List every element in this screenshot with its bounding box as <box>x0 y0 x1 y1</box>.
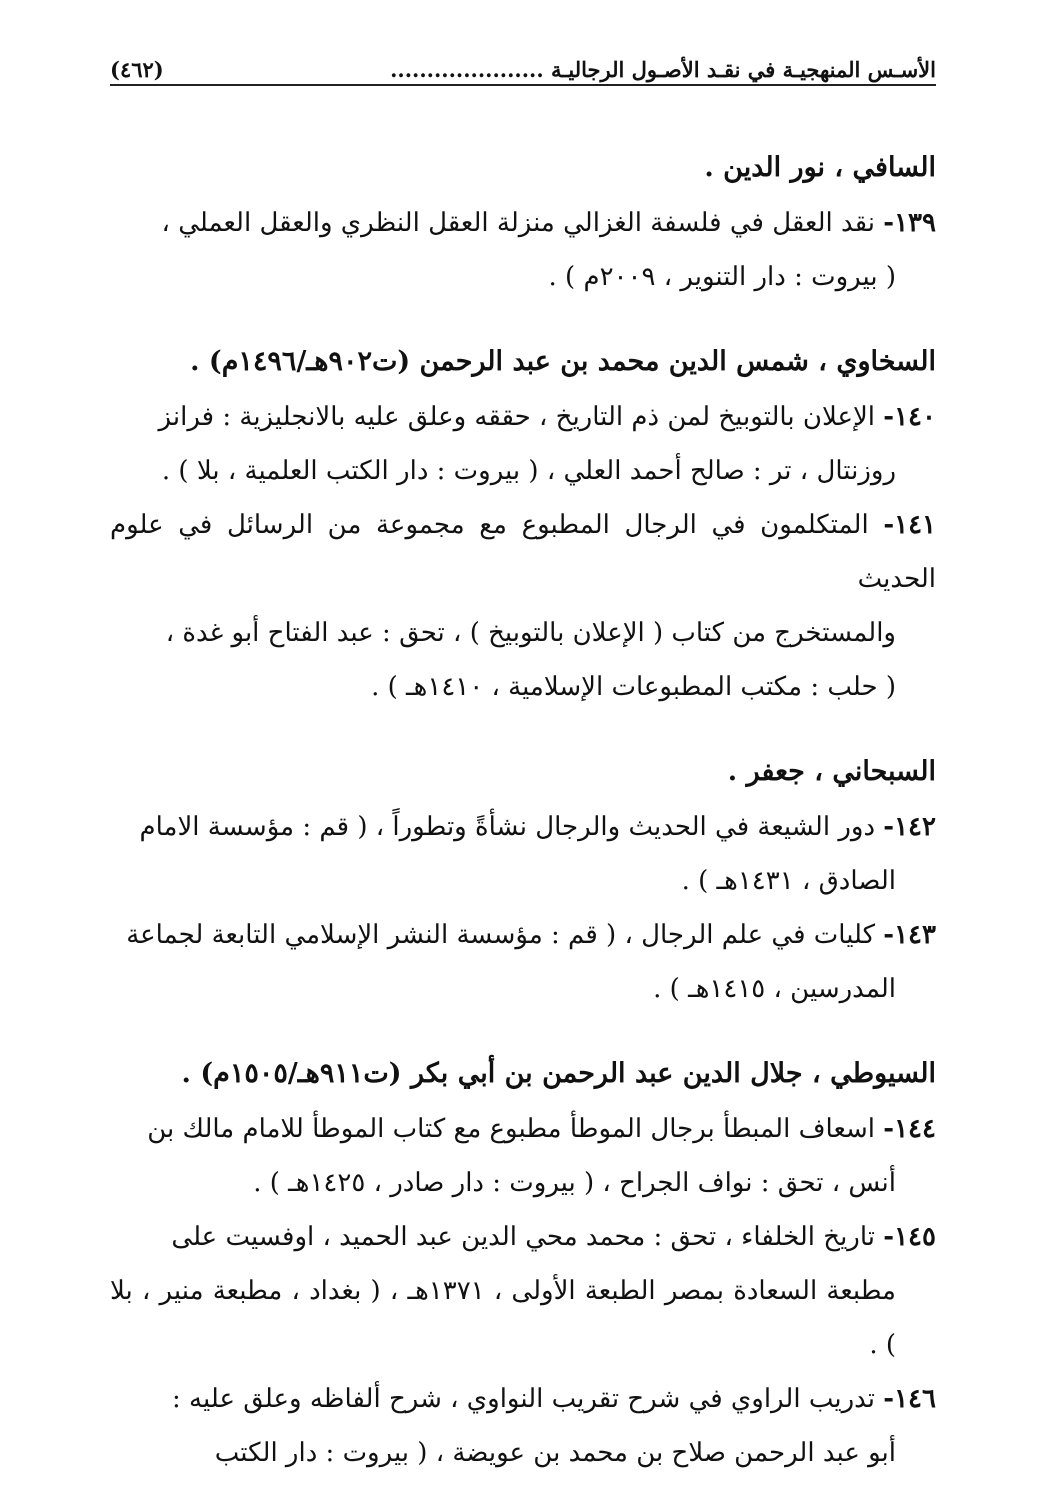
author-group <box>110 1046 936 1480</box>
bibliography-entry <box>110 1210 936 1372</box>
entry-continuation: والمستخرج من كتاب ( الإعلان بالتوبيخ ) ، تحق : عبد الفتاح أبو غدة ، <box>165 618 896 648</box>
header-title <box>390 57 936 82</box>
entry-text: تدريب الراوي في شرح تقريب النواوي ، شرح ألفاظه وعلق عليه : <box>172 1384 876 1414</box>
page-number: (٤٦٢) <box>110 57 164 82</box>
entry-text: نقد العقل في فلسفة الغزالي منزلة العقل النظري والعقل العملي ، <box>161 208 876 238</box>
author-name: السخاوي ، شمس الدين محمد بن عبد الرحمن (ت٩٠٢هـ/١٤٩٦م) . <box>190 346 936 377</box>
entry-number: ١٤٤- <box>883 1114 936 1144</box>
author-group <box>110 744 936 1016</box>
bibliography-entry <box>110 390 936 498</box>
entry-continuation: الصادق ، ١٤٣١هـ ) . <box>681 866 896 896</box>
entry-number: ١٤٠- <box>883 402 936 432</box>
entry-text: الإعلان بالتوبيخ لمن ذم التاريخ ، حققه وعلق عليه بالانجليزية : فرانز <box>158 402 876 432</box>
author-name: السيوطي ، جلال الدين عبد الرحمن بن أبي بكر (ت٩١١هـ/١٥٠٥م) . <box>181 1058 936 1089</box>
entry-continuation: ( بيروت : دار التنوير ، ٢٠٠٩م ) . <box>548 262 896 292</box>
entry-text: كليات في علم الرجال ، ( قم : مؤسسة النشر الإسلامي التابعة لجماعة <box>126 920 876 950</box>
entry-number: ١٤١- <box>883 510 937 540</box>
author-group <box>110 334 936 714</box>
entry-continuation: روزنتال ، تر : صالح أحمد العلي ، ( بيروت : دار الكتب العلمية ، بلا ) . <box>161 456 896 486</box>
bibliography-entry <box>110 498 936 714</box>
bibliography-entry <box>110 908 936 1016</box>
bibliography-entry <box>110 1102 936 1210</box>
entry-text: دور الشيعة في الحديث والرجال نشأةً وتطوراً ، ( قم : مؤسسة الامام <box>139 812 876 842</box>
entry-text: المتكلمون في الرجال المطبوع مع مجموعة من الرسائل في علوم الحديث <box>110 510 936 594</box>
entry-continuation: أبو عبد الرحمن صلاح بن محمد بن عويضة ، ( بيروت : دار الكتب <box>214 1438 896 1468</box>
bibliography-entry <box>110 800 936 908</box>
header-title-text: الأسـس المنهجيـة في نقـد الأصـول الرجاليـة <box>550 57 936 82</box>
entry-text: تاريخ الخلفاء ، تحق : محمد محي الدين عبد الحميد ، اوفسيت على <box>171 1222 876 1252</box>
bibliography <box>110 140 936 1510</box>
entry-number: ١٤٢- <box>883 812 936 842</box>
author-name: السبحاني ، جعفر . <box>727 756 936 787</box>
bibliography-entry <box>110 196 936 304</box>
author-group <box>110 140 936 304</box>
running-header <box>110 42 936 82</box>
author-name: السافي ، نور الدين . <box>704 152 936 183</box>
entry-number: ١٤٦- <box>883 1384 936 1414</box>
entry-number: ١٤٣- <box>883 920 936 950</box>
entry-continuation: مطبعة السعادة بمصر الطبعة الأولى ، ١٣٧١هـ ، ( بغداد ، مطبعة منير ، بلا ) . <box>110 1276 896 1360</box>
entry-number: ١٣٩- <box>883 208 936 238</box>
entry-number: ١٤٥- <box>883 1222 936 1252</box>
bibliography-entry <box>110 1372 936 1480</box>
entry-text: اسعاف المبطأ برجال الموطأ مطبوع مع كتاب الموطأ للامام مالك بن <box>147 1114 876 1144</box>
entry-continuation: المدرسين ، ١٤١٥هـ ) . <box>653 974 896 1004</box>
entry-continuation: أنس ، تحق : نواف الجراح ، ( بيروت : دار صادر ، ١٤٢٥هـ ) . <box>253 1168 896 1198</box>
header-dots: ..................... <box>390 57 544 82</box>
entry-continuation: ( حلب : مكتب المطبوعات الإسلامية ، ١٤١٠هـ ) . <box>371 672 896 702</box>
header-rule <box>110 84 936 86</box>
